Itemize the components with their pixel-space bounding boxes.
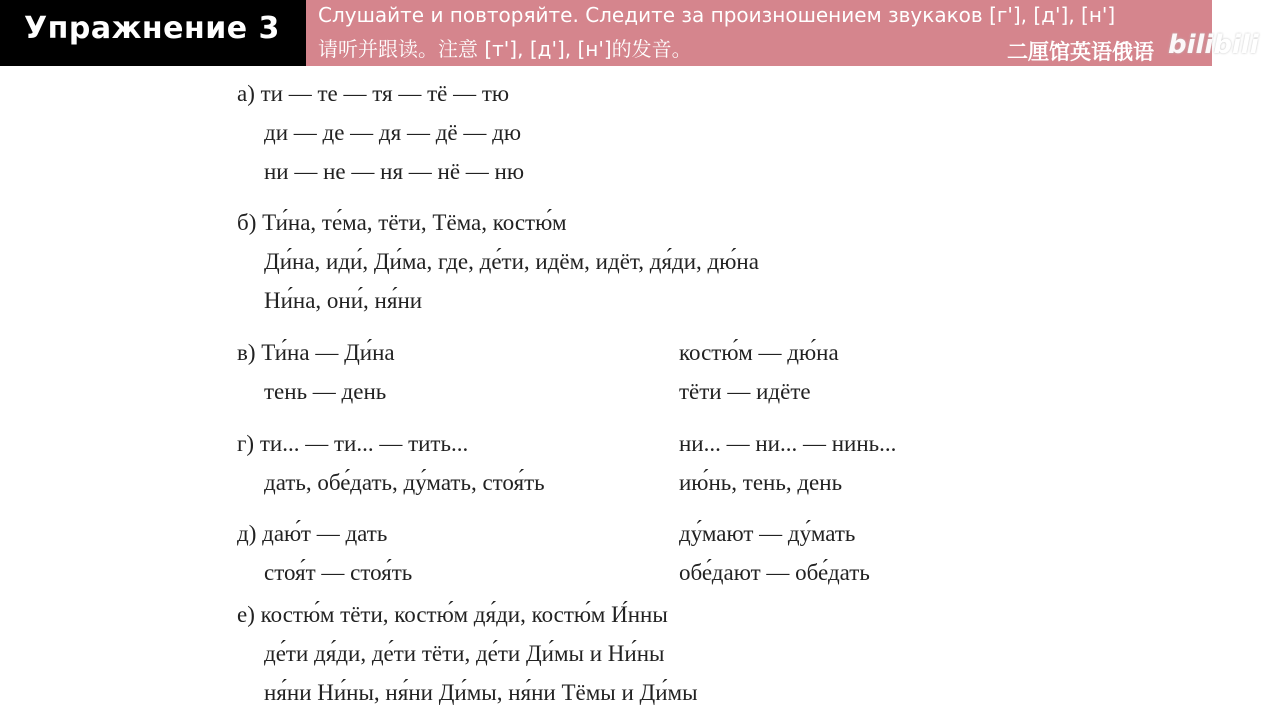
line-a1: а) ти — те — тя — тё — тю: [237, 81, 510, 106]
line-b2: Ди́на, иди́, Ди́ма, где, де́ти, идём, идёт, дя́ди, дю́на: [264, 249, 759, 274]
line-d1-left: д) даю́т — дать: [237, 521, 388, 546]
line-g2-right: ию́нь, тень, день: [679, 470, 843, 495]
line-v1-left: в) Ти́на — Ди́на: [237, 340, 395, 365]
exercise-title: Упражнение 3: [0, 0, 306, 66]
line-b3: Ни́на, они́, ня́ни: [264, 288, 423, 313]
line-e1: е) костю́м тёти, костю́м дя́ди, костю́м И́нны: [237, 602, 668, 627]
line-g1-right: ни... — ни... — нинь...: [679, 431, 897, 456]
line-e2: де́ти дя́ди, де́ти тёти, де́ти Ди́мы и Ни́ны: [264, 641, 665, 666]
line-b1: б) Ти́на, те́ма, тёти, Тёма, костю́м: [237, 210, 567, 235]
line-v2-right: тёти — идёте: [679, 379, 811, 404]
line-g1-left: г) ти... — ти... — тить...: [237, 431, 469, 456]
channel-watermark: 二厘馆英语俄语: [1007, 40, 1154, 64]
line-d1-right: ду́мают — ду́мать: [679, 521, 856, 546]
line-v2-left: тень — день: [264, 379, 387, 404]
line-v1-right: костю́м — дю́на: [679, 340, 839, 365]
line-d2-left: стоя́т — стоя́ть: [264, 560, 413, 585]
line-d2-right: обе́дают — обе́дать: [679, 560, 870, 585]
instruction-chinese: 请听并跟读。注意 [т'], [д'], [н']的发音。: [318, 37, 692, 61]
line-a2: ди — де — дя — дё — дю: [264, 120, 521, 145]
line-a3: ни — не — ня — нё — ню: [264, 159, 525, 184]
line-e3: ня́ни Ни́ны, ня́ни Ди́мы, ня́ни Тёмы и Ди́мы: [264, 680, 698, 705]
bilibili-logo-icon: bilibili: [1168, 30, 1259, 60]
line-g2-left: дать, обе́дать, ду́мать, стоя́ть: [264, 470, 545, 495]
instruction-russian: Слушайте и повторяйте. Следите за произношением звукаков [г'], [д'], [н']: [318, 3, 1116, 27]
